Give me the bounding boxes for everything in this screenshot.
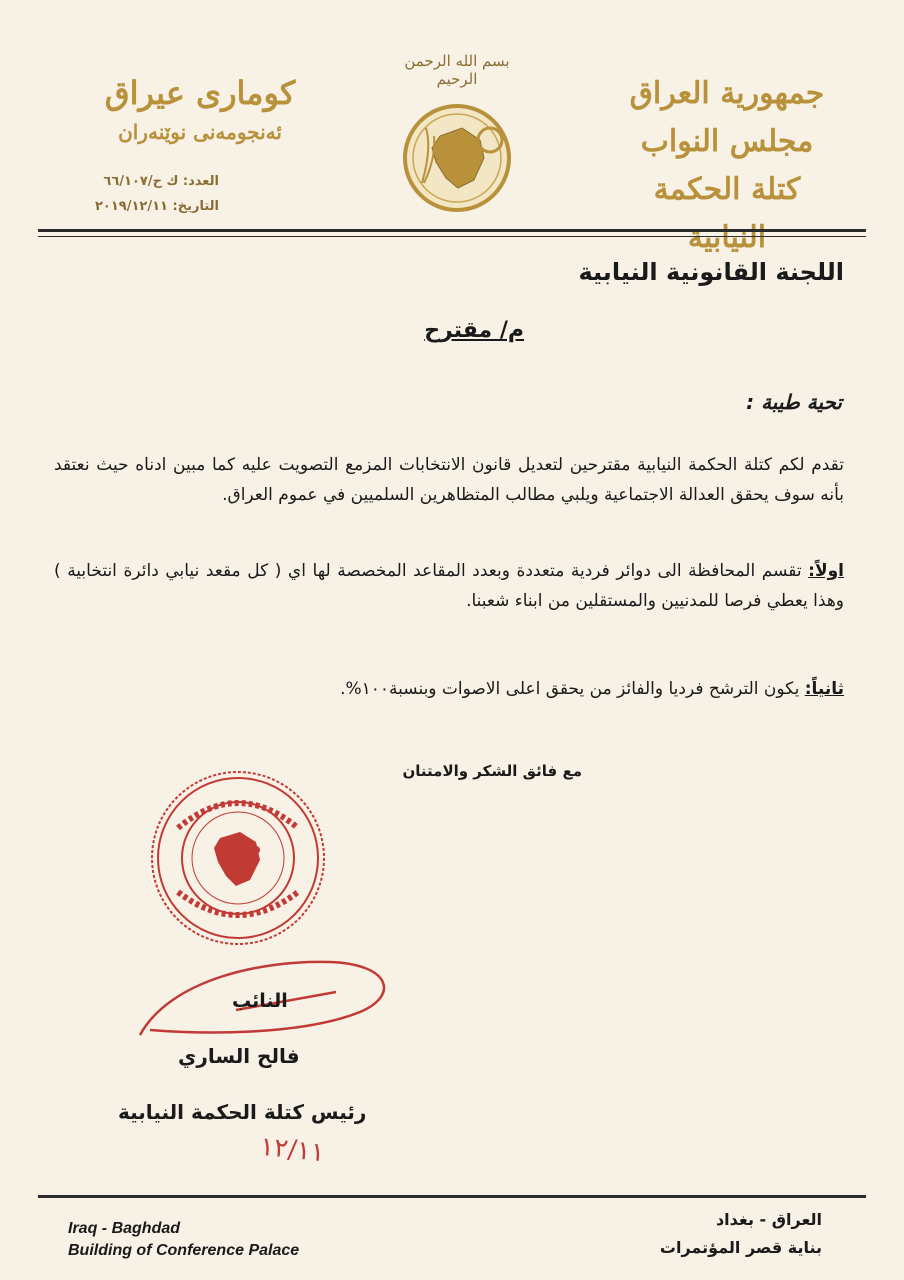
letterhead-country: جمهورية العراق bbox=[629, 76, 825, 111]
footer-arabic-address: بناية قصر المؤتمرات bbox=[659, 1238, 822, 1257]
date-label: التاريخ: bbox=[172, 199, 219, 214]
iraq-emblem-icon bbox=[392, 88, 522, 218]
letterhead-kurdish-council: ئەنجومەنى نوێنەران bbox=[118, 120, 282, 144]
letterhead-arabic bbox=[612, 70, 842, 262]
reference-number bbox=[95, 174, 219, 189]
footer-english-city: Iraq - Baghdad bbox=[68, 1220, 181, 1237]
reference-date bbox=[95, 199, 219, 214]
footer-english-address: Building of Conference Palace bbox=[68, 1242, 300, 1259]
recipient-title: اللجنة القانونية النيابية bbox=[578, 258, 844, 286]
first-point-label: اولاً: bbox=[808, 561, 844, 581]
footer-english bbox=[68, 1218, 299, 1262]
closing-thanks: مع فائق الشكر والامتنان bbox=[402, 762, 582, 780]
footer-divider bbox=[38, 1195, 866, 1198]
date-value: ٢٠١٩/١٢/١١ bbox=[95, 199, 168, 214]
header-divider bbox=[38, 229, 866, 232]
letterhead-bloc: كتلة الحكمة النيابية bbox=[653, 172, 801, 255]
signatory-role: رئيس كتلة الحكمة النيابية bbox=[118, 1100, 367, 1124]
footer-arabic-city: العراق - بغداد bbox=[715, 1210, 822, 1229]
reference-block bbox=[95, 174, 219, 224]
official-stamp-icon bbox=[148, 768, 328, 948]
subject-line: م/ مقترح bbox=[424, 318, 524, 343]
second-point bbox=[54, 674, 844, 704]
basmala: بسم الله الرحمن الرحيم bbox=[404, 52, 510, 88]
reference-label: العدد: bbox=[182, 174, 219, 189]
first-point bbox=[54, 556, 844, 616]
greeting: تحية طيبة : bbox=[746, 390, 842, 414]
header-divider-thin bbox=[38, 236, 866, 237]
signatory-title: النائب bbox=[232, 990, 288, 1012]
letterhead-kurdish-country: كومارى عيراق bbox=[104, 74, 296, 112]
intro-paragraph: تقدم لكم كتلة الحكمة النيابية مقترحين لتعديل قانون الانتخابات المزمع التصويت عليه كما مبين ادناه حيث نعتقد بأنه سوف يحقق العدالة الاجتماعية ويلبي مطالب المتظاهرين السلميين في عموم العراق. bbox=[54, 455, 844, 505]
letterhead-council: مجلس النواب bbox=[640, 124, 814, 159]
footer-arabic bbox=[660, 1206, 822, 1262]
handwritten-date: ١٢/١١ bbox=[258, 1131, 327, 1169]
signatory-name: فالح الساري bbox=[178, 1044, 300, 1068]
reference-value: ك ح/٦٦/١٠٧ bbox=[103, 174, 179, 189]
letterhead-kurdish bbox=[80, 70, 320, 148]
second-point-label: ثانياً: bbox=[804, 679, 844, 699]
emblem bbox=[392, 52, 522, 222]
first-point-text: تقسم المحافظة الى دوائر فردية متعددة وبعدد المقاعد المخصصة لها اي ( كل مقعد نيابي دائرة انتخابية ) وهذا يعطي فرصا للمدنيين والمستقلين من ابناء شعبنا. bbox=[54, 561, 844, 611]
second-point-text: يكون الترشح فرديا والفائز من يحقق اعلى الاصوات وبنسبة١٠٠%. bbox=[340, 679, 800, 699]
